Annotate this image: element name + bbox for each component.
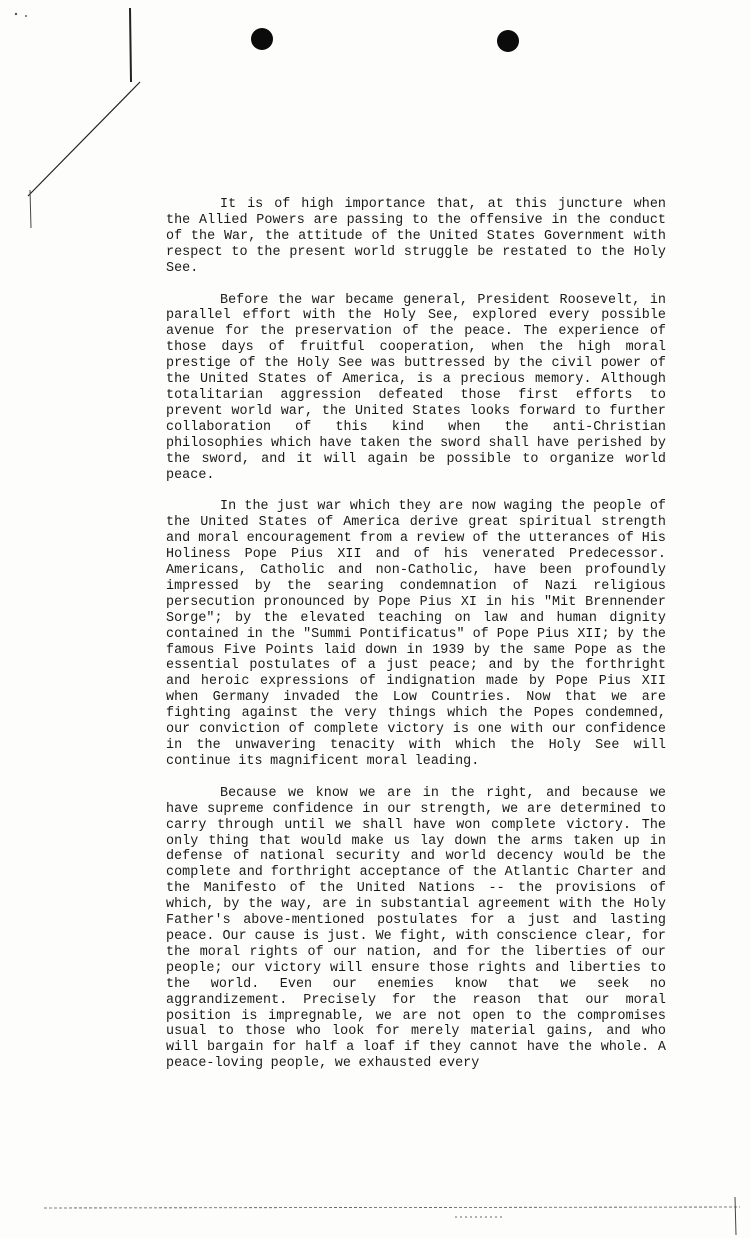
letter-body	[166, 197, 666, 1072]
punch-hole-left	[251, 28, 273, 50]
paragraph: In the just war which they are now waging the people of the United States of America derive great spiritual strength and moral encouragement from a review of the utterances of His Holiness Pope Pius XII and of his venerated Predecessor. Americans, Catholic and non-Catholic, have been profoundly impressed by the searing condemnation of Nazi religious persecution pronounced by Pope Pius XI in his "Mit Brennender Sorge"; by the elevated teaching on law and human dignity contained in the "Summi Pontificatus" of Pope Pius XII; by the famous Five Points laid down in 1939 by the same Pope as the essential postulates of a just peace; and by the forthright and heroic expressions of indignation made by Pope Pius XII when Germany invaded the Low Countries. Now that we are fighting against the very things which the Popes condemned, our conviction of complete victory is one with our confidence in the unwavering tenacity with which the Holy See will continue its magnificent moral leading.	[166, 499, 666, 769]
edge-speck	[25, 15, 27, 17]
left-margin-tick	[130, 8, 131, 82]
paragraph: Because we know we are in the right, and because we have supreme confidence in our strength, we are determined to carry through until we shall have won complete victory. The only thing that would make us lay down the arms taken up in defense of national security and world decency would be the complete and forthright acceptance of the Atlantic Charter and the Manifesto of the United Nations -- the provisions of which, by the way, are in substantial agreement with the Holy Father's above-mentioned postulates for a just and lasting peace. Our cause is just. We fight, with conscience clear, for the moral rights of our nation, and for the liberties of our people; our victory will ensure those rights and liberties to the world. Even our enemies know that we seek no aggrandizement. Precisely for the reason that our moral position is impregnable, we are not open to the compromises usual to those who look for merely material gains, and who will bargain for half a loaf if they cannot have the whole. A peace-loving people, we exhausted every	[166, 785, 666, 1072]
diagonal-fold-line	[28, 82, 140, 196]
punch-hole-right	[497, 30, 519, 52]
paragraph: It is of high importance that, at this juncture when the Allied Powers are passing to the offensive in the conduct of the War, the attitude of the United States Government with respect to the present world struggle be restated to the Holy See.	[166, 197, 666, 276]
edge-speck	[15, 13, 17, 15]
left-edge-tick	[30, 190, 31, 228]
scan-bottom-edge	[0, 1195, 750, 1238]
paragraph: Before the war became general, President Roosevelt, in parallel effort with the Holy See, explored every possible avenue for the preservation of the peace. The experience of those days of fruitful cooperation, when the high moral prestige of the Holy See was buttressed by the civil power of the United States of America, is a precious memory. Although totalitarian aggression defeated those first efforts to prevent world war, the United States looks forward to further collaboration of this kind when the anti-Christian philosophies which have taken the sword shall have perished by the sword, and it will again be possible to organize world peace.	[166, 292, 666, 483]
page-corner-marks	[0, 0, 160, 230]
